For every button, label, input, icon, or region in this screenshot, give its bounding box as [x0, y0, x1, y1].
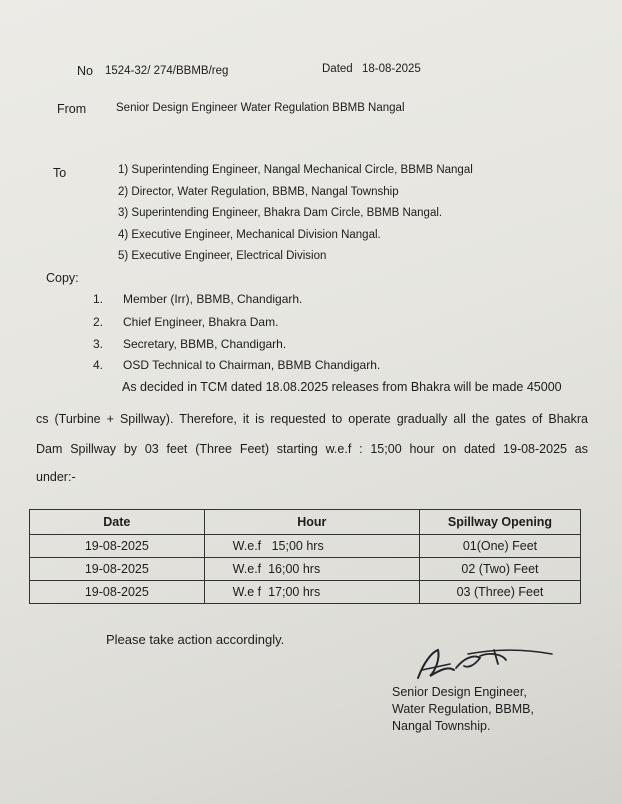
copy-item-number: 4.	[93, 358, 104, 372]
copy-item-text: Chief Engineer, Bhakra Dam.	[123, 315, 279, 329]
dated-value: 18-08-2025	[362, 63, 421, 75]
ref-no-value: 1524-32/ 274/BBMB/reg	[105, 65, 229, 77]
from-label: From	[57, 102, 87, 116]
copy-item-text: OSD Technical to Chairman, BBMB Chandigarh.	[123, 358, 381, 372]
cell-date: 19-08-2025	[30, 535, 205, 558]
cell-hour: W.e f 17;00 hrs	[204, 581, 419, 604]
signatory-department: Water Regulation, BBMB,	[392, 702, 534, 716]
table-row	[30, 558, 581, 581]
copy-label: Copy:	[46, 271, 79, 285]
to-item: 2) Director, Water Regulation, BBMB, Nangal Township	[118, 186, 399, 198]
column-header-spillway-opening: Spillway Opening	[419, 510, 580, 535]
table-row	[30, 535, 581, 558]
copy-item-number: 2.	[93, 315, 104, 329]
cell-opening: 02 (Two) Feet	[419, 558, 580, 581]
ref-no-label: No	[77, 64, 93, 78]
copy-item-number: 1.	[93, 292, 104, 306]
to-item: 5) Executive Engineer, Electrical Division	[118, 250, 327, 262]
cell-opening: 03 (Three) Feet	[419, 581, 580, 604]
copy-item-number: 3.	[93, 337, 104, 351]
from-value: Senior Design Engineer Water Regulation BBMB Nangal	[116, 102, 405, 114]
signatory-location: Nangal Township.	[392, 719, 491, 733]
to-item: 4) Executive Engineer, Mechanical Division Nangal.	[118, 229, 381, 241]
cell-date: 19-08-2025	[30, 558, 205, 581]
signatory-title: Senior Design Engineer,	[392, 685, 527, 699]
signature-scribble	[410, 640, 560, 688]
cell-hour: W.e.f 15;00 hrs	[204, 535, 419, 558]
to-label: To	[53, 166, 67, 180]
table-header-row	[30, 510, 581, 535]
copy-item-text: Secretary, BBMB, Chandigarh.	[123, 337, 287, 351]
column-header-hour: Hour	[204, 510, 419, 535]
spillway-schedule-table	[29, 509, 581, 604]
to-item: 1) Superintending Engineer, Nangal Mechanical Circle, BBMB Nangal	[118, 164, 473, 176]
closing-line: Please take action accordingly.	[106, 632, 285, 647]
dated-label: Dated	[322, 63, 353, 75]
copy-item-text: Member (Irr), BBMB, Chandigarh.	[123, 292, 303, 306]
cell-hour: W.e.f 16;00 hrs	[204, 558, 419, 581]
table-row	[30, 581, 581, 604]
body-line: cs (Turbine + Spillway). Therefore, it is requested to operate gradually all the gates of Bhakra	[36, 412, 588, 426]
body-line: As decided in TCM dated 18.08.2025 releases from Bhakra will be made 45000	[122, 380, 562, 394]
body-line: Dam Spillway by 03 feet (Three Feet) starting w.e.f : 15;00 hour on dated 19-08-2025 as	[36, 442, 588, 456]
cell-date: 19-08-2025	[30, 581, 205, 604]
column-header-date: Date	[30, 510, 205, 535]
to-item: 3) Superintending Engineer, Bhakra Dam Circle, BBMB Nangal.	[118, 207, 443, 219]
body-line: under:-	[36, 470, 76, 484]
cell-opening: 01(One) Feet	[419, 535, 580, 558]
